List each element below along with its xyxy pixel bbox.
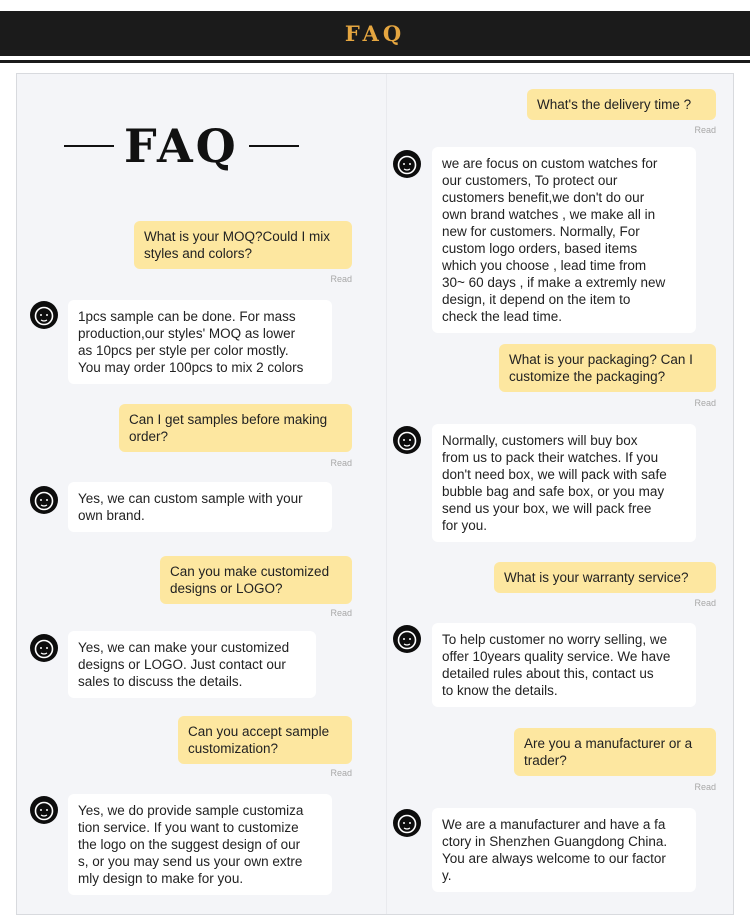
read-receipt: Read <box>694 125 716 135</box>
answer-bubble: Yes, we can custom sample with your own brand. <box>68 482 332 532</box>
answer-bubble: To help customer no worry selling, we offer 10years quality service. We have detailed rules about this, contact us to know the details. <box>432 623 696 707</box>
question-bubble: Are you a manufacturer or a trader? <box>514 728 716 776</box>
question-bubble: What's the delivery time ? <box>527 89 716 120</box>
read-receipt: Read <box>694 782 716 792</box>
answer-bubble: Yes, we do provide sample customiza tion service. If you want to customize the logo on the suggest design of our s, or you may send us your own extre mly design to make for you. <box>68 794 332 895</box>
heading-left-rule <box>64 145 114 147</box>
question-bubble: What is your warranty service? <box>494 562 716 593</box>
answer-bubble: 1pcs sample can be done. For mass production,our styles' MOQ as lower as 10pcs per style per color mostly. You may order 100pcs to mix 2 colors <box>68 300 332 384</box>
heading-right-rule <box>249 145 299 147</box>
answer-bubble: Normally, customers will buy box from us to pack their watches. If you don't need box, we will pack with safe bubble bag and safe box, or you may send us your box, we will pack free for you. <box>432 424 696 542</box>
question-bubble: Can you make customized designs or LOGO? <box>160 556 352 604</box>
column-divider <box>386 74 387 914</box>
answer-bubble: Yes, we can make your customized designs or LOGO. Just contact our sales to discuss the details. <box>68 631 316 698</box>
read-receipt: Read <box>330 608 352 618</box>
read-receipt: Read <box>330 458 352 468</box>
support-avatar-icon <box>29 485 59 515</box>
support-avatar-icon <box>29 300 59 330</box>
top-banner <box>0 11 750 56</box>
support-avatar-icon <box>392 149 422 179</box>
read-receipt: Read <box>330 274 352 284</box>
faq-heading <box>64 116 304 176</box>
question-bubble: What is your packaging? Can I customize the packaging? <box>499 344 716 392</box>
answer-bubble: We are a manufacturer and have a fa ctory in Shenzhen Guangdong China. You are always welcome to our factor y. <box>432 808 696 892</box>
faq-heading-text: FAQ <box>124 119 239 173</box>
support-avatar-icon <box>392 808 422 838</box>
read-receipt: Read <box>694 398 716 408</box>
question-bubble: What is your MOQ?Could I mix styles and colors? <box>134 221 352 269</box>
banner-divider <box>0 60 750 63</box>
read-receipt: Read <box>330 768 352 778</box>
support-avatar-icon <box>29 633 59 663</box>
answer-bubble: we are focus on custom watches for our customers, To protect our customers benefit,we don't do our own brand watches , we make all in new for customers. Normally, For custom logo orders, based items which you choose , lead time from 30~ 60 days , if make a extremly new design, it depend on the item to check the lead time. <box>432 147 696 333</box>
question-bubble: Can I get samples before making order? <box>119 404 352 452</box>
support-avatar-icon <box>392 624 422 654</box>
question-bubble: Can you accept sample customization? <box>178 716 352 764</box>
support-avatar-icon <box>392 425 422 455</box>
banner-title: FAQ <box>344 21 406 46</box>
read-receipt: Read <box>694 598 716 608</box>
support-avatar-icon <box>29 795 59 825</box>
